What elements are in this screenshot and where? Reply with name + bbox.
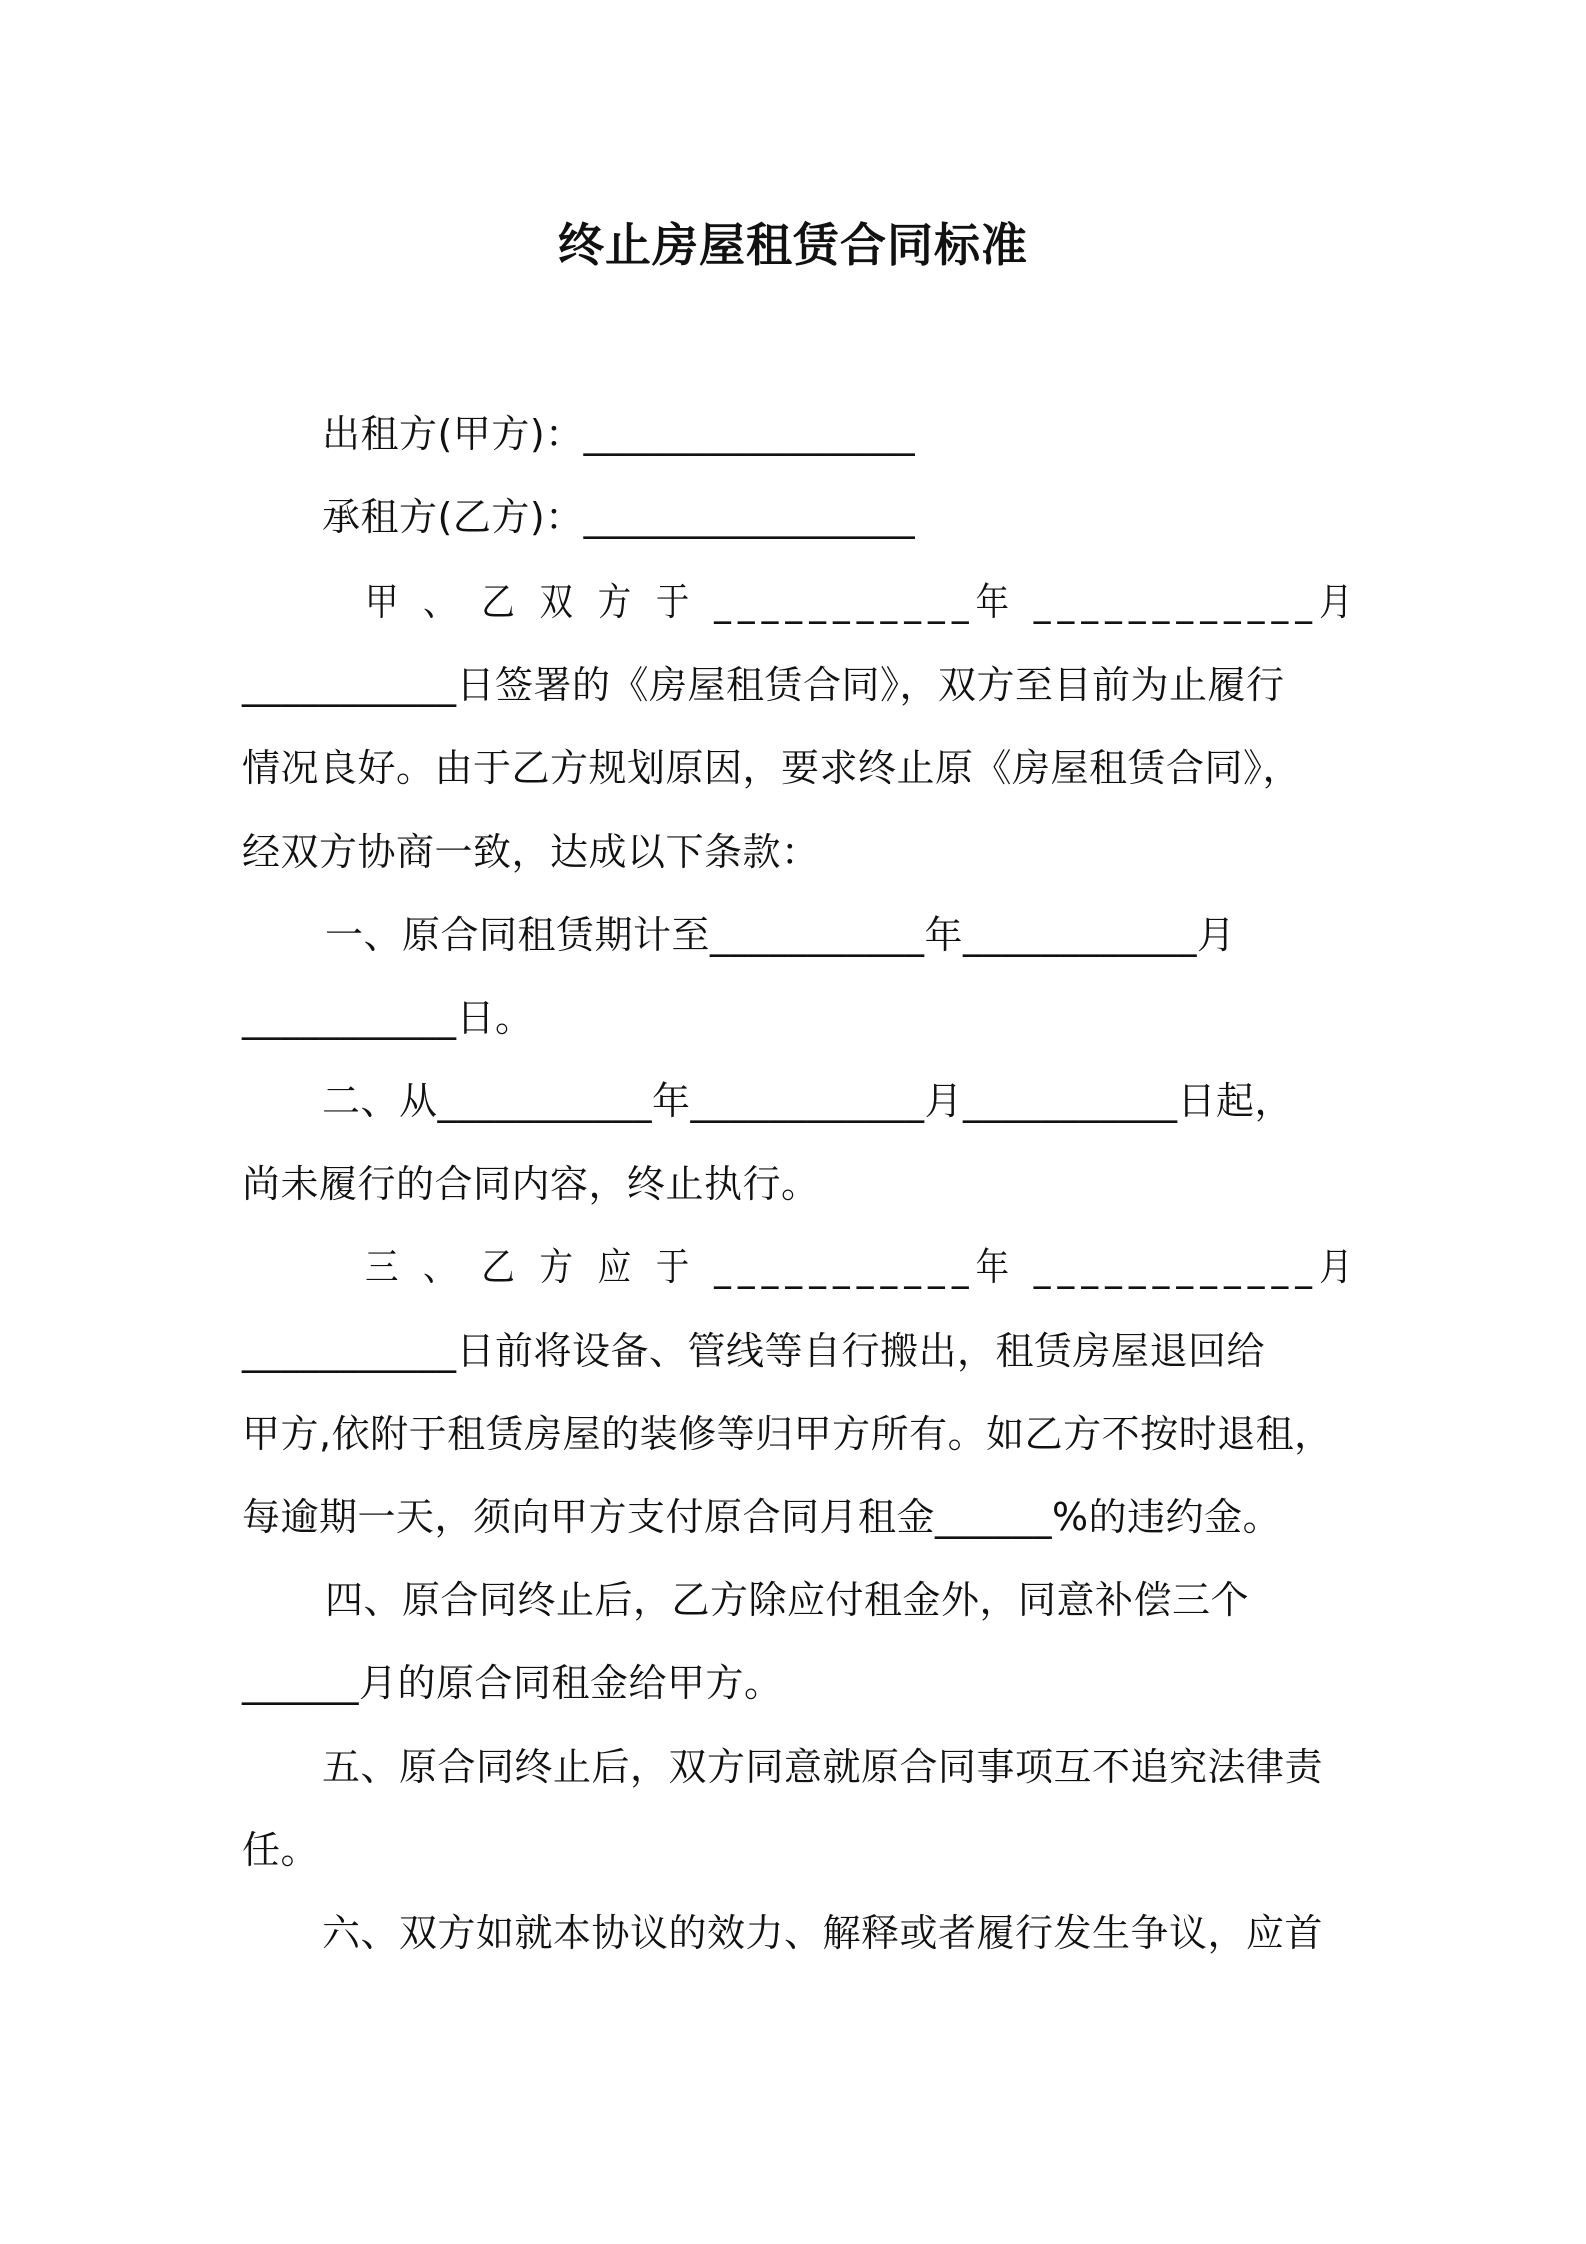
clause-2-line-1: 二、从___________年____________月___________日起， (322, 1079, 1294, 1123)
intro-line-1: 甲 、 乙 双 方 于 ___________年 ____________月 (365, 580, 1360, 624)
clause-3-line-4: 每逾期一天，须向甲方支付原合同月租金______%的违约金。 (242, 1495, 1282, 1539)
clause-4-line-2: ______月的原合同租金给甲方。 (242, 1661, 783, 1705)
intro-line-2: ___________日签署的《房屋租赁合同》，双方至目前为止履行 (242, 663, 1285, 707)
lessor-line: 出租方(甲方)：_________________ (322, 412, 916, 456)
clause-3-line-2: ___________日前将设备、管线等自行搬出，租赁房屋退回给 (242, 1329, 1266, 1373)
clause-3-line-1: 三 、 乙 方 应 于 ___________年 ____________月 (365, 1245, 1360, 1289)
clause-5-line-1: 五、原合同终止后，双方同意就原合同事项互不追究法律责 (322, 1745, 1324, 1789)
lessee-line: 承租方(乙方)：_________________ (322, 495, 916, 539)
clause-5-line-2: 任。 (242, 1828, 320, 1872)
clause-6-line-1: 六、双方如就本协议的效力、解释或者履行发生争议，应首 (322, 1911, 1324, 1955)
clause-4-line-1: 四、原合同终止后，乙方除应付租金外，同意补偿三个 (325, 1578, 1250, 1622)
clause-1-line-1: 一、原合同租赁期计至___________年____________月 (325, 913, 1236, 957)
clause-3-line-3: 甲方,依附于租赁房屋的装修等归甲方所有。如乙方不按时退租， (242, 1412, 1333, 1456)
clause-1-line-2: ___________日。 (242, 996, 534, 1040)
clause-2-line-2: 尚未履行的合同内容，终止执行。 (242, 1162, 820, 1206)
intro-line-4: 经双方协商一致，达成以下条款： (242, 830, 820, 874)
document-title: 终止房屋租赁合同标准 (558, 218, 1028, 272)
intro-line-3: 情况良好。由于乙方规划原因，要求终止原《房屋租赁合同》， (242, 746, 1302, 790)
